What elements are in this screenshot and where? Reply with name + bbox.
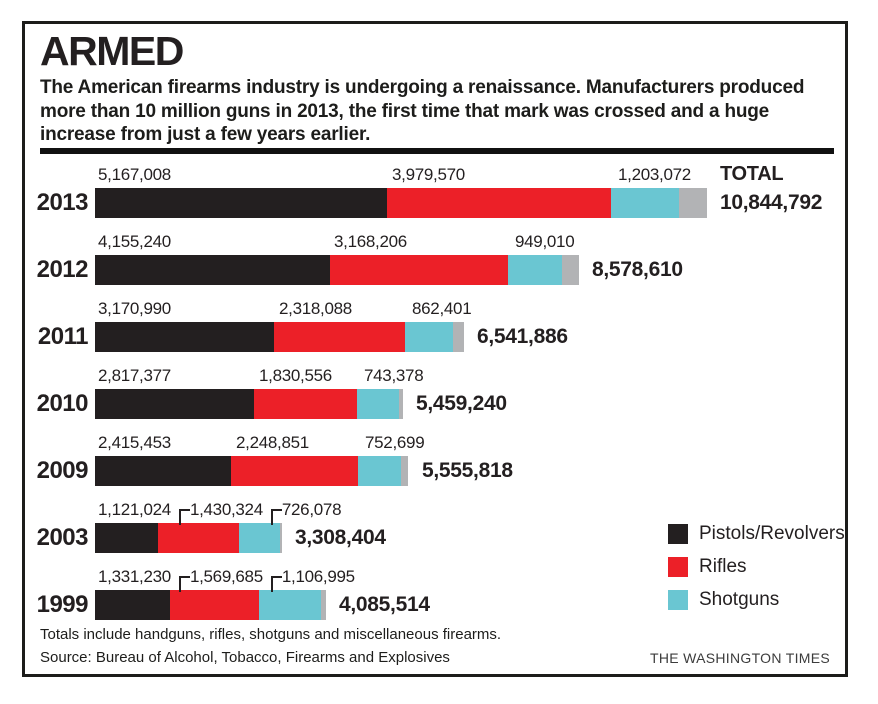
bar-segment-miscellaneous (399, 389, 403, 419)
year-label-2010: 2010 (36, 390, 88, 417)
value-label-pistols-revolvers: 2,415,453 (98, 433, 171, 452)
value-label-rifles: 3,168,206 (334, 232, 407, 251)
bar-segment-miscellaneous (453, 322, 464, 352)
chart-row-2010 (0, 364, 878, 431)
value-label-rifles: 3,979,570 (392, 165, 465, 184)
legend-item-pistols-revolvers (668, 524, 845, 544)
year-label-2012: 2012 (36, 256, 88, 283)
bar-segment-pistols-revolvers (95, 523, 158, 553)
bar-segment-pistols-revolvers (95, 389, 254, 419)
callout-elbow-rifles (179, 576, 190, 592)
legend-swatch-pistols-revolvers (668, 524, 688, 544)
value-label-rifles: 1,430,324 (189, 500, 263, 519)
legend-label-shotguns: Shotguns (699, 589, 780, 610)
legend-item-rifles (668, 557, 845, 577)
bar-segment-rifles (274, 322, 405, 352)
bar-segment-pistols-revolvers (95, 456, 231, 486)
year-label-2013: 2013 (36, 189, 88, 216)
credit-line: THE WASHINGTON TIMES (650, 650, 830, 666)
value-label-pistols-revolvers: 5,167,008 (98, 165, 171, 184)
bar-segment-rifles (170, 590, 259, 620)
value-label-rifles: 2,248,851 (236, 433, 309, 452)
value-label-pistols-revolvers: 3,170,990 (98, 299, 171, 318)
bar-2003 (95, 523, 282, 553)
year-label-2003: 2003 (36, 524, 88, 551)
value-label-pistols-revolvers: 1,331,230 (98, 567, 171, 586)
callout-elbow-shotguns (271, 576, 282, 592)
value-labels-1999 (98, 567, 355, 592)
value-label-shotguns: 1,203,072 (618, 165, 691, 184)
legend (668, 524, 845, 623)
bar-segment-rifles (254, 389, 357, 419)
callout-elbow-shotguns (271, 509, 282, 525)
bar-segment-rifles (158, 523, 239, 553)
page-subtitle: The American firearms industry is undergoing a renaissance. Manufacturers produced more than 10 million guns in 2013, the first time that mark was crossed and a huge increase from just a few years earlier. (40, 77, 805, 145)
source-line: Source: Bureau of Alcohol, Tobacco, Firearms and Explosives (40, 649, 450, 666)
chart-row-2013 (0, 163, 878, 230)
year-label-2009: 2009 (36, 457, 88, 484)
bar-segment-pistols-revolvers (95, 188, 387, 218)
value-label-rifles: 2,318,088 (279, 299, 352, 318)
year-label-2011: 2011 (37, 323, 88, 350)
bar-segment-shotguns (611, 188, 679, 218)
bar-1999 (95, 590, 326, 620)
bar-segment-pistols-revolvers (95, 255, 330, 285)
total-value-2012: 8,578,610 (592, 258, 683, 281)
value-label-shotguns: 726,078 (281, 500, 342, 519)
chart-row-2009 (0, 431, 878, 498)
value-label-shotguns: 752,699 (365, 433, 425, 452)
bar-segment-miscellaneous (679, 188, 707, 218)
bar-segment-shotguns (259, 590, 322, 620)
year-label-1999: 1999 (36, 591, 88, 618)
legend-label-pistols-revolvers: Pistols/Revolvers (699, 523, 845, 544)
bar-segment-miscellaneous (401, 456, 409, 486)
value-label-pistols-revolvers: 2,817,377 (98, 366, 171, 385)
total-value-1999: 4,085,514 (339, 593, 430, 616)
bar-segment-miscellaneous (280, 523, 282, 553)
bar-2010 (95, 389, 403, 419)
footnote: Totals include handguns, rifles, shotguns and miscellaneous firearms. (40, 626, 502, 643)
value-label-shotguns: 949,010 (515, 232, 575, 251)
bar-segment-shotguns (508, 255, 562, 285)
value-label-pistols-revolvers: 4,155,240 (98, 232, 171, 251)
total-value-2003: 3,308,404 (295, 526, 386, 549)
bar-segment-miscellaneous (321, 590, 325, 620)
value-label-rifles: 1,569,685 (189, 567, 263, 586)
callout-elbow-rifles (179, 509, 190, 525)
legend-label-rifles: Rifles (699, 556, 747, 577)
total-value-2011: 6,541,886 (477, 325, 568, 348)
bar-2011 (95, 322, 464, 352)
value-label-rifles: 1,830,556 (259, 366, 332, 385)
chart-row-2012 (0, 230, 878, 297)
value-label-shotguns: 862,401 (412, 299, 472, 318)
divider-rule (40, 148, 834, 154)
bar-segment-shotguns (405, 322, 454, 352)
bar-segment-rifles (231, 456, 358, 486)
bar-2009 (95, 456, 408, 486)
bar-segment-pistols-revolvers (95, 322, 274, 352)
value-label-shotguns: 743,378 (364, 366, 424, 385)
total-value-2009: 5,555,818 (422, 459, 513, 482)
bar-segment-shotguns (358, 456, 401, 486)
bar-segment-rifles (330, 255, 509, 285)
bar-segment-shotguns (357, 389, 399, 419)
chart-row-2011 (0, 297, 878, 364)
legend-item-shotguns (668, 590, 845, 610)
legend-swatch-rifles (668, 557, 688, 577)
value-labels-2003 (98, 500, 341, 525)
bar-segment-miscellaneous (562, 255, 579, 285)
total-column-header: TOTAL (720, 163, 784, 185)
total-value-2010: 5,459,240 (416, 392, 507, 415)
legend-swatch-shotguns (668, 590, 688, 610)
bar-2013 (95, 188, 707, 218)
bar-2012 (95, 255, 579, 285)
bar-segment-shotguns (239, 523, 280, 553)
bar-segment-pistols-revolvers (95, 590, 170, 620)
value-label-shotguns: 1,106,995 (281, 567, 355, 586)
total-value-2013: 10,844,792 (720, 191, 823, 214)
page-title: ARMED (40, 28, 183, 74)
bar-segment-rifles (387, 188, 612, 218)
value-label-pistols-revolvers: 1,121,024 (98, 500, 171, 519)
